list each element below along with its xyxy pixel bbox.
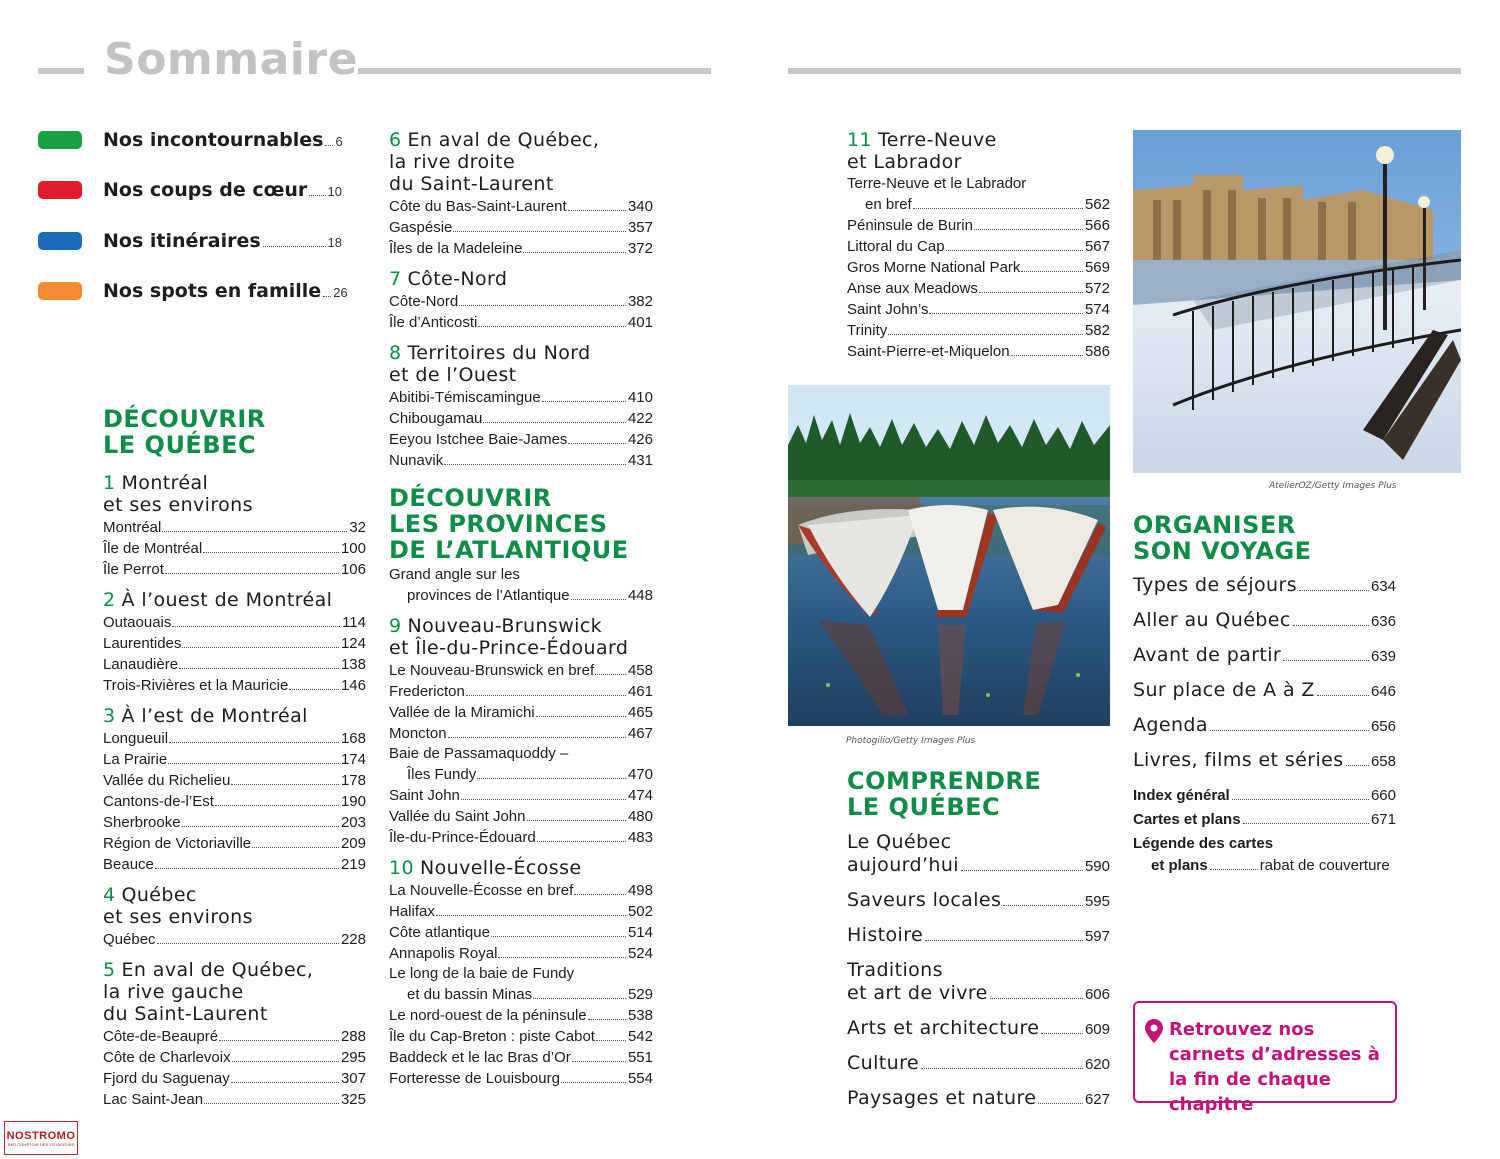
toc-entry[interactable]: Le nord-ouest de la péninsule 538 [389, 1007, 653, 1024]
column-4 [1133, 512, 1396, 877]
toc-entry[interactable]: Fjord du Saguenay 307 [103, 1070, 366, 1087]
toc-entry[interactable]: Saint-Pierre-et-Miquelon 586 [847, 343, 1110, 360]
toc-entry[interactable]: Fredericton 461 [389, 683, 653, 700]
red-swatch [38, 181, 82, 199]
toc-entry-culture[interactable]: Culture 620 [847, 1052, 1110, 1074]
chapter-6-heading: 6 En aval de Québec, la rive droite du Saint-Laurent [389, 129, 600, 195]
part-heading-comprendre: COMPRENDRE LE QUÉBEC [847, 767, 1042, 821]
toc-entry[interactable]: Péninsule de Burin 566 [847, 217, 1110, 234]
montreal-photo-credit: AtelierOZ/Getty Images Plus [1269, 481, 1397, 491]
toc-entry[interactable]: Beauce 219 [103, 856, 366, 873]
toc-entry[interactable]: Anse aux Meadows 572 [847, 280, 1110, 297]
chapter-8-heading: 8 Territoires du Nord et de l’Ouest [389, 342, 591, 386]
canoes-photo-credit: Photogilio/Getty Images Plus [846, 736, 976, 746]
toc-entry[interactable]: Agenda 656 [1133, 714, 1396, 736]
toc-entry[interactable]: Laurentides 124 [103, 635, 366, 652]
toc-entry[interactable]: Île d’Anticosti 401 [389, 314, 653, 331]
column-3-bottom [847, 768, 1110, 1111]
chapter-9-heading: 9 Nouveau-Brunswick et Île-du-Prince-Édouard [389, 615, 629, 659]
chapter-4-heading: 4 Québec et ses environs [103, 884, 253, 928]
chapter-1-heading: 1 Montréal et ses environs [103, 472, 253, 516]
toc-entry[interactable]: La Prairie 174 [103, 751, 366, 768]
orange-swatch [38, 282, 82, 300]
chapter-10-heading: 10 Nouvelle-Écosse [389, 857, 582, 879]
toc-entry[interactable]: Québec 228 [103, 931, 366, 948]
toc-entry[interactable]: Annapolis Royal 524 [389, 945, 653, 962]
toc-entry[interactable]: Sherbrooke 203 [103, 814, 366, 831]
highlight-incontournables[interactable]: Nos incontournables 6 [103, 129, 342, 151]
toc-entry[interactable]: Littoral du Cap 567 [847, 238, 1110, 255]
toc-entry[interactable]: Îles de la Madeleine 372 [389, 240, 653, 257]
chapter-2-heading: 2 À l’ouest de Montréal [103, 589, 333, 611]
blue-swatch [38, 232, 82, 250]
toc-entry-paysages[interactable]: Paysages et nature 627 [847, 1087, 1110, 1109]
map-pin-icon [1145, 1019, 1163, 1048]
canoes-lake-photo [788, 385, 1110, 726]
toc-entry-legende[interactable]: Légende des cartes et plans rabat de couverture [1133, 835, 1390, 874]
toc-entry-arts[interactable]: Arts et architecture 609 [847, 1017, 1110, 1039]
toc-entry[interactable]: Lac Saint-Jean 325 [103, 1091, 366, 1108]
toc-entry[interactable]: Vallée du Saint John 480 [389, 808, 653, 825]
toc-entry[interactable]: Outaouais 114 [103, 614, 366, 631]
toc-entry[interactable]: Lanaudière 138 [103, 656, 366, 673]
toc-entry[interactable]: Région de Victoriaville 209 [103, 835, 366, 852]
toc-entry[interactable]: Abitibi-Témiscamingue 410 [389, 389, 653, 406]
toc-entry[interactable]: Côte de Charlevoix 295 [103, 1049, 366, 1066]
toc-entry[interactable]: Côte du Bas-Saint-Laurent 340 [389, 198, 653, 215]
toc-entry[interactable]: Côte atlantique 514 [389, 924, 653, 941]
column-3-top [847, 129, 1110, 362]
toc-entry[interactable]: Île Perrot 106 [103, 561, 366, 578]
toc-entry[interactable]: Saint John 474 [389, 787, 653, 804]
chapter-3-heading: 3 À l’est de Montréal [103, 705, 308, 727]
toc-entry[interactable]: Cantons-de-l’Est 190 [103, 793, 366, 810]
toc-entry[interactable]: Gaspésie 357 [389, 219, 653, 236]
toc-entry[interactable]: Halifax 502 [389, 903, 653, 920]
toc-entry[interactable]: Île du Cap-Breton : piste Cabot 542 [389, 1028, 653, 1045]
toc-entry-cartes[interactable]: Cartes et plans 671 [1133, 811, 1396, 828]
part-heading-decouvrir-atlantique: DÉCOUVRIR LES PROVINCES DE L’ATLANTIQUE [389, 484, 629, 564]
toc-entry[interactable]: Aller au Québec 636 [1133, 609, 1396, 631]
toc-entry[interactable]: Montréal 32 [103, 519, 366, 536]
toc-entry[interactable]: Gros Morne National Park 569 [847, 259, 1110, 276]
toc-entry-saveurs[interactable]: Saveurs locales 595 [847, 889, 1110, 911]
column-1 [103, 406, 366, 1110]
chapter-5-heading: 5 En aval de Québec, la rive gauche du Saint-Laurent [103, 959, 314, 1025]
montreal-winter-photo [1133, 130, 1461, 473]
green-swatch [38, 131, 82, 149]
toc-entry-grand-angle[interactable]: Grand angle sur les provinces de l’Atlantique 448 [389, 566, 653, 604]
toc-entry[interactable]: Île de Montréal 100 [103, 540, 366, 557]
toc-entry[interactable]: Forteresse de Louisbourg 554 [389, 1070, 653, 1087]
part-heading-decouvrir-quebec: DÉCOUVRIR LE QUÉBEC [103, 405, 266, 459]
nostromo-logo: NOSTROMO RED COMPTOIR DES VOYAGEURS [4, 1121, 78, 1155]
highlight-itineraires[interactable]: Nos itinéraires 18 [103, 230, 342, 252]
toc-entry[interactable]: La Nouvelle-Écosse en bref 498 [389, 882, 653, 899]
part-heading-organiser: ORGANISER SON VOYAGE [1133, 511, 1312, 565]
toc-entry-traditions[interactable]: Traditions et art de vivre 606 [847, 959, 1110, 1004]
highlight-coups-de-coeur[interactable]: Nos coups de cœur 10 [103, 179, 342, 201]
toc-entry[interactable]: Côte-Nord 382 [389, 293, 653, 310]
toc-entry[interactable]: Vallée de la Miramichi 465 [389, 704, 653, 721]
toc-entry[interactable]: Saint John’s 574 [847, 301, 1110, 318]
toc-entry[interactable]: Le Nouveau-Brunswick en bref 458 [389, 662, 653, 679]
toc-entry[interactable]: Chibougamau 422 [389, 410, 653, 427]
toc-entry[interactable]: Vallée du Richelieu 178 [103, 772, 366, 789]
toc-entry[interactable]: Baie de Passamaquoddy – Îles Fundy 470 [389, 745, 653, 783]
chapter-7-heading: 7 Côte-Nord [389, 268, 508, 290]
toc-entry[interactable]: Longueuil 168 [103, 730, 366, 747]
toc-entry[interactable]: Île-du-Prince-Édouard 483 [389, 829, 653, 846]
toc-entry[interactable]: Types de séjours 634 [1133, 574, 1396, 596]
callout-text: Retrouvez nos carnets d’adresses à la fin de chaque chapitre [1169, 1019, 1380, 1115]
page-title: Sommaire [104, 34, 358, 85]
toc-entry[interactable]: Avant de partir 639 [1133, 644, 1396, 666]
chapter-11-heading: 11 Terre-Neuve et Labrador [847, 129, 997, 173]
toc-entry[interactable]: Nunavik 431 [389, 452, 653, 469]
toc-entry[interactable]: Côte-de-Beaupré 288 [103, 1028, 366, 1045]
toc-entry[interactable]: Le long de la baie de Fundy et du bassin Minas 529 [389, 965, 653, 1003]
toc-entry[interactable]: Trois-Rivières et la Mauricie 146 [103, 677, 366, 694]
address-callout-box [1133, 1001, 1397, 1115]
toc-entry-index[interactable]: Index général 660 [1133, 787, 1396, 804]
title-rule-left [38, 68, 84, 74]
toc-entry[interactable]: Trinity 582 [847, 322, 1110, 339]
title-rule-middle [358, 68, 711, 74]
toc-entry[interactable]: Eeyou Istchee Baie-James 426 [389, 431, 653, 448]
title-rule-right [788, 68, 1461, 74]
toc-entry-histoire[interactable]: Histoire 597 [847, 924, 1110, 946]
toc-entry[interactable]: Moncton 467 [389, 725, 653, 742]
highlight-spots-en-famille[interactable]: Nos spots en famille 26 [103, 280, 342, 302]
toc-entry[interactable]: Baddeck et le lac Bras d’Or 551 [389, 1049, 653, 1066]
toc-entry-quebec-aujourdhui[interactable]: Le Québec aujourd’hui 590 [847, 831, 1110, 876]
toc-entry[interactable]: Terre-Neuve et le Labrador en bref 562 [847, 175, 1110, 213]
toc-entry[interactable]: Sur place de A à Z 646 [1133, 679, 1396, 701]
column-2 [389, 129, 653, 1089]
toc-entry[interactable]: Livres, films et séries 658 [1133, 749, 1396, 771]
